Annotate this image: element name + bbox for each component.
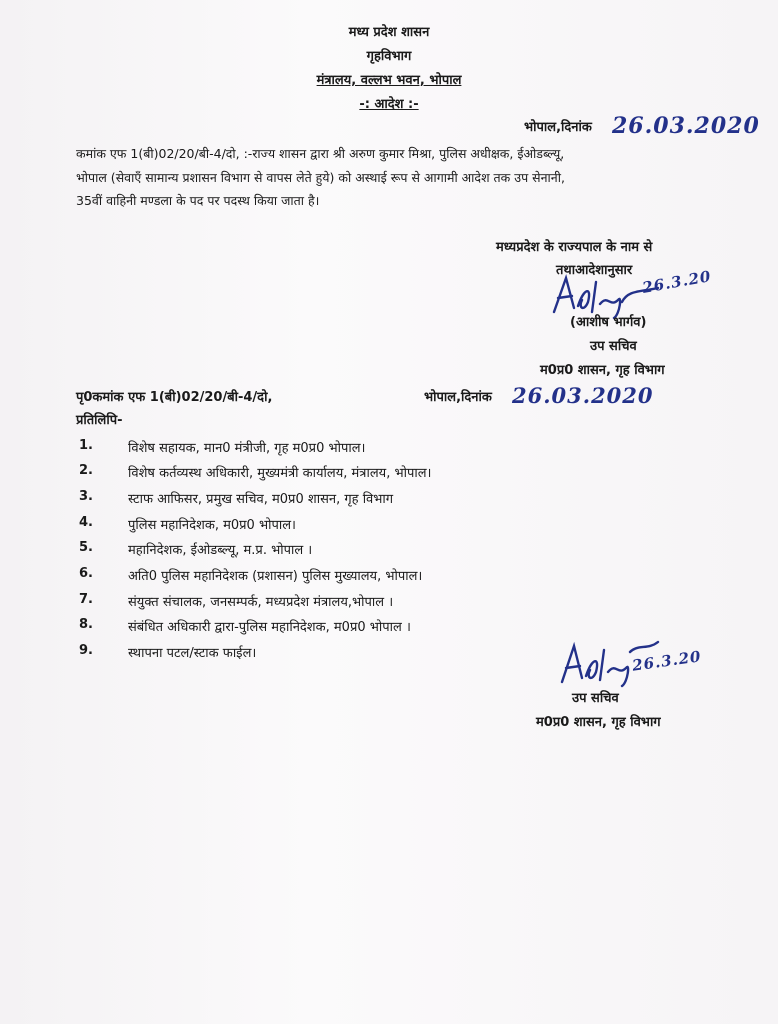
list-item-number: 7. (79, 592, 93, 607)
order-body-line-1: कमांक एफ 1(बी)02/20/बी-4/दो, :-राज्य शासन द्वारा श्री अरुण कुमार मिश्रा, पुलिस अधीक्षक, ईओडब्ल्यू, (76, 146, 565, 161)
list-item-number: 5. (79, 540, 93, 555)
list-item-number: 4. (79, 515, 93, 530)
list-item-number: 6. (79, 566, 93, 581)
list-item-number: 3. (79, 489, 93, 504)
list-item: संयुक्त संचालक, जनसम्पर्क, मध्यप्रदेश मंत्रालय,भोपाल । (128, 595, 394, 610)
order-title: -: आदेश :- (359, 97, 419, 112)
list-item: स्थापना पटल/स्टाक फाईल। (128, 646, 257, 661)
signatory-2-designation: उप सचिव (572, 691, 619, 706)
signature-1-date: 26.3.20 (640, 267, 713, 297)
handwritten-date: 26.03.2020 (612, 113, 760, 139)
signature-2-date: 26.3.20 (631, 647, 703, 675)
signatory-name: (आशीष भार्गव) (570, 315, 647, 330)
copy-heading: प्रतिलिपि- (76, 413, 123, 428)
list-item: अति0 पुलिस महानिदेशक (प्रशासन) पुलिस मुख्यालय, भोपाल। (128, 569, 423, 584)
list-item: महानिदेशक, ईओडब्ल्यू, म.प्र. भोपाल । (128, 543, 313, 558)
governor-name-line: मध्यप्रदेश के राज्यपाल के नाम से (496, 240, 653, 255)
list-item-number: 2. (79, 463, 93, 478)
by-order-line: तथाआदेशानुसार (556, 263, 633, 278)
signatory-office: म0प्र0 शासन, गृह विभाग (540, 363, 665, 378)
copy-date-label: भोपाल,दिनांक (424, 390, 492, 405)
list-item: संबंधित अधिकारी द्वारा-पुलिस महानिदेशक, म0प्र0 भोपाल । (128, 620, 411, 635)
list-item-number: 1. (79, 438, 93, 453)
list-item-number: 9. (79, 643, 93, 658)
list-item: विशेष सहायक, मान0 मंत्रीजी, गृह म0प्र0 भोपाल। (128, 441, 366, 456)
list-item-number: 8. (79, 617, 93, 632)
department-heading: गृहविभाग (366, 49, 412, 64)
order-body-line-3: 35वीं वाहिनी मण्डला के पद पर पदस्थ किया जाता है। (76, 193, 320, 208)
address-heading: मंत्रालय, वल्लभ भवन, भोपाल (316, 73, 462, 88)
signatory-designation: उप सचिव (590, 339, 637, 354)
list-item: स्टाफ आफिसर, प्रमुख सचिव, म0प्र0 शासन, गृह विभाग (128, 492, 394, 507)
date-label: भोपाल,दिनांक (524, 120, 592, 135)
government-heading: मध्य प्रदेश शासन (348, 25, 430, 40)
signatory-2-office: म0प्र0 शासन, गृह विभाग (536, 715, 661, 730)
list-item: पुलिस महानिदेशक, म0प्र0 भोपाल। (128, 518, 296, 533)
list-item: विशेष कर्तव्यस्थ अधिकारी, मुख्यमंत्री कार्यालय, मंत्रालय, भोपाल। (128, 466, 432, 481)
copy-handwritten-date: 26.03.2020 (512, 383, 654, 408)
order-body-line-2: भोपाल (सेवाएँ सामान्य प्रशासन विभाग से वापस लेते हुये) को अस्थाई रूप से आगामी आदेश तक उप सेनानी, (76, 170, 565, 185)
copy-reference: पृ0कमांक एफ 1(बी)02/20/बी-4/दो, (76, 390, 273, 405)
